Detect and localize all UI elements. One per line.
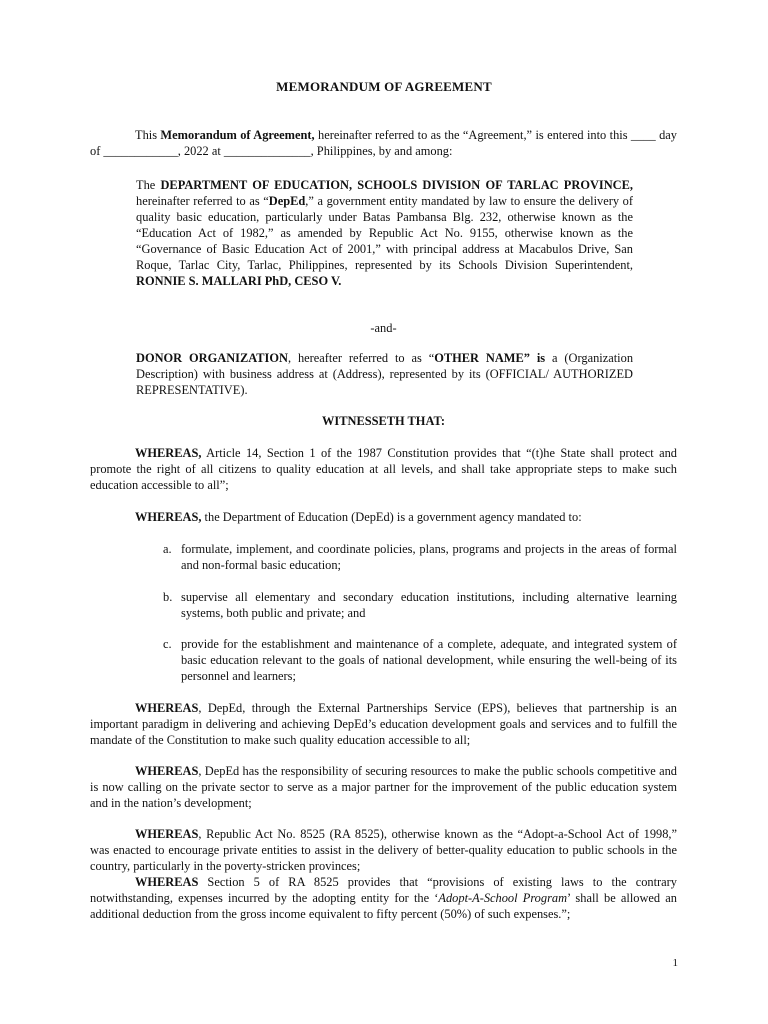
whereas-clause-2: WHEREAS, the Department of Education (DepEd) is a government agency mandated to: bbox=[135, 510, 582, 524]
and-separator: -and- bbox=[370, 321, 397, 335]
mandate-list-item-c: c. provide for the establishment and maintenance of a complete, adequate, and integrated system of basic education relevant to the goals of national development, while ensuring the well-being of its personnel and learners; bbox=[163, 637, 677, 683]
whereas-clause-1: WHEREAS, Article 14, Section 1 of the 1987 Constitution provides that “(t)he State shall protect and promote the right of all citizens to quality education at all levels, and shall take appropriate steps to make such education accessible to all”; bbox=[90, 446, 677, 492]
whereas-clause-6: WHEREAS Section 5 of RA 8525 provides that “provisions of existing laws to the contrary notwithstanding, expenses incurred by the adopting entity for the ‘Adopt-A-School Program’ shall be allowed an additional deduction from the gross income equivalent to fifty percent (50%) of such expenses.”; bbox=[90, 875, 677, 921]
intro-paragraph: This Memorandum of Agreement, hereinafter referred to as the “Agreement,” is entered into this ____ day of ____________, 2022 at ______________, Philippines, by and among: bbox=[90, 128, 677, 158]
witnesseth-heading: WITNESSETH THAT: bbox=[322, 414, 445, 428]
document-title: MEMORANDUM OF AGREEMENT bbox=[276, 79, 492, 94]
party-donor-paragraph: DONOR ORGANIZATION, hereafter referred to as “OTHER NAME” is a (Organization Description) with business address at (Address), represented by its (OFFICIAL/ AUTHORIZED REPRESENTATIVE). bbox=[136, 351, 634, 397]
whereas-clause-4: WHEREAS, DepEd has the responsibility of securing resources to make the public schools competitive and is now calling on the private sector to serve as a major partner for the improvement of the public education system and in the nation’s development; bbox=[90, 764, 677, 810]
mandate-list-item-a: a. formulate, implement, and coordinate policies, plans, programs and projects in the areas of formal and non-formal basic education; bbox=[163, 542, 677, 572]
whereas-clause-5: WHEREAS, Republic Act No. 8525 (RA 8525), otherwise known as the “Adopt-a-School Act of 1998,” was enacted to encourage private entities to assist in the delivery of better-quality education to public schools in the country, particularly in the poverty-stricken provinces; bbox=[90, 827, 677, 873]
page-number: 1 bbox=[672, 957, 678, 969]
mandate-list-item-b: b. supervise all elementary and secondary education institutions, including alternative learning systems, both public and private; and bbox=[163, 590, 677, 620]
party-deped-paragraph: The DEPARTMENT OF EDUCATION, SCHOOLS DIVISION OF TARLAC PROVINCE, hereinafter referred to as “DepEd,” a government entity mandated by law to ensure the delivery of quality basic education, particularly under Batas Pambansa Blg. 232, otherwise known as the “Education Act of 1982,” as amended by Republic Act No. 9155, otherwise known as the “Governance of Basic Education Act of 2001,” with principal address at Macabulos Drive, San Roque, Tarlac City, Tarlac, Philippines, represented by its Schools Division Superintendent, RONNIE S. MALLARI PhD, CESO V. bbox=[136, 178, 633, 288]
whereas-clause-3: WHEREAS, DepEd, through the External Partnerships Service (EPS), believes that partnership is an important paradigm in delivering and achieving DepEd’s education development goals and services and to fulfill the mandate of the Constitution to make such quality education accessible to all; bbox=[90, 701, 677, 747]
